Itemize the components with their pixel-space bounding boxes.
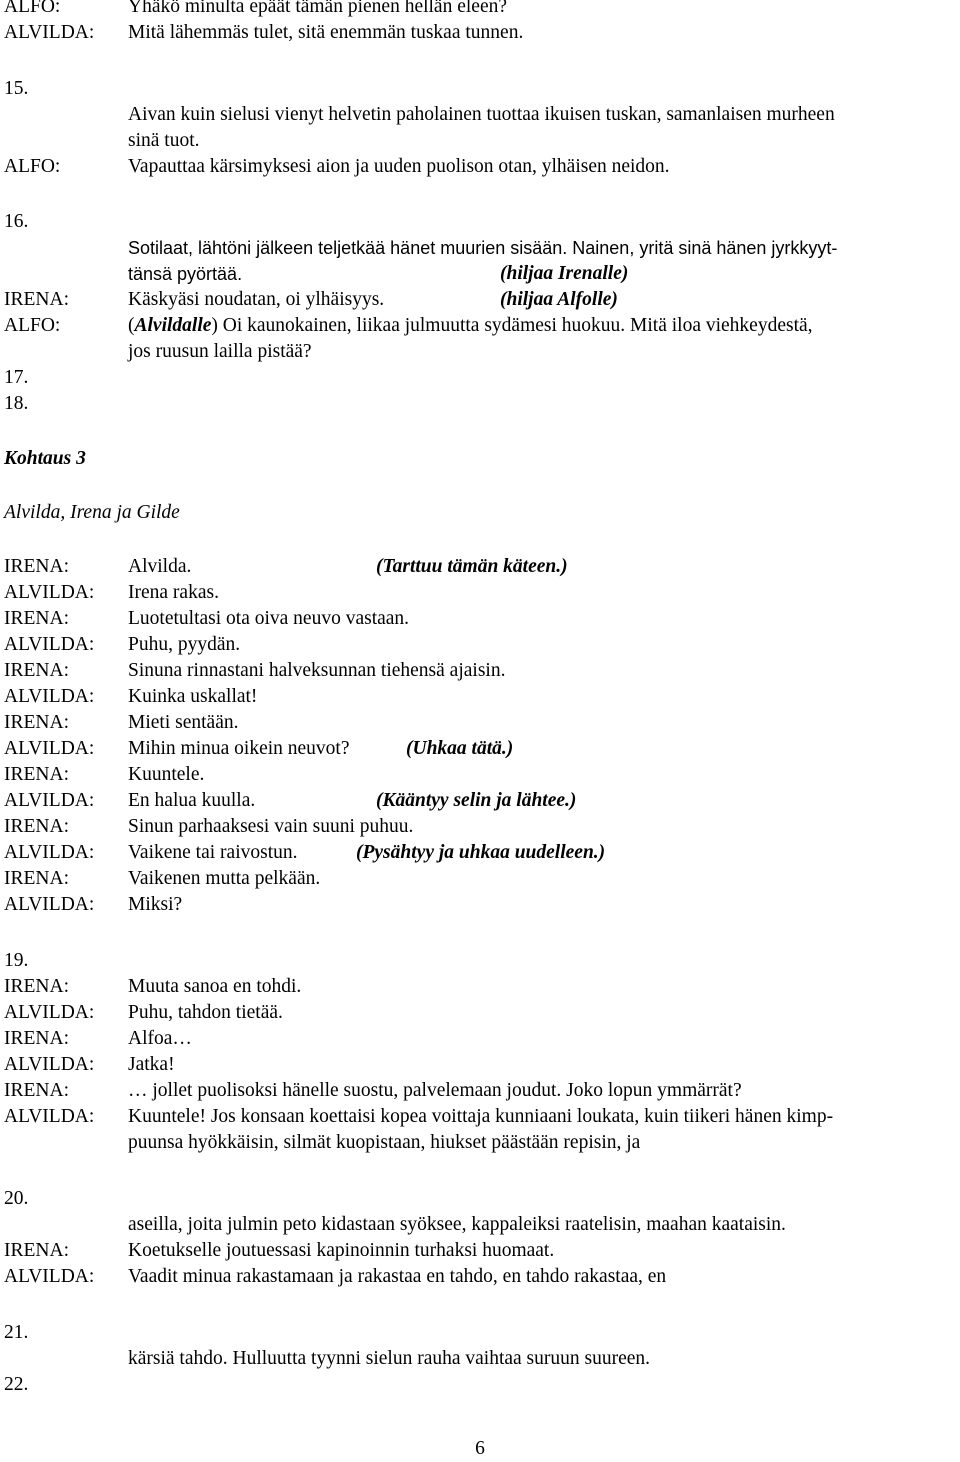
line-number: 20. xyxy=(4,1188,29,1209)
speaker-name: ALFO: xyxy=(4,156,61,177)
stage-direction: (Pysähtyy ja uhkaa uudelleen.) xyxy=(356,842,606,863)
speaker-name: ALVILDA: xyxy=(4,1002,95,1023)
line-number: 17. xyxy=(4,367,29,388)
speaker-name: IRENA: xyxy=(4,868,69,889)
speaker-name: IRENA: xyxy=(4,660,69,681)
dialogue-text: Vaikene tai raivostun. xyxy=(128,842,298,863)
line-number: 15. xyxy=(4,78,29,99)
dialogue-text: Käskyäsi noudatan, oi ylhäisyys. xyxy=(128,289,385,310)
page-number: 6 xyxy=(475,1438,485,1459)
scene-characters: Alvilda, Irena ja Gilde xyxy=(4,502,180,523)
speaker-name: ALFO: xyxy=(4,315,61,336)
dialogue-text: Vapauttaa kärsimyksesi aion ja uuden puolison otan, ylhäisen neidon. xyxy=(128,156,670,177)
dialogue-text: Mieti sentään. xyxy=(128,712,239,733)
dialogue-text: Mitä lähemmäs tulet, sitä enemmän tuskaa tunnen. xyxy=(128,22,524,43)
dialogue-text: Muuta sanoa en tohdi. xyxy=(128,976,302,997)
line-number: 21. xyxy=(4,1322,29,1343)
stage-direction: (Tarttuu tämän käteen.) xyxy=(376,556,568,577)
dialogue-text: Puhu, pyydän. xyxy=(128,634,241,655)
dialogue-text: Miksi? xyxy=(128,894,183,915)
speaker-name: IRENA: xyxy=(4,764,69,785)
script-line xyxy=(4,500,180,526)
dialogue-text: Kuuntele! Jos konsaan koettaisi kopea voittaja kunniaani loukata, kuin tiikeri hänen kimp- xyxy=(128,1106,834,1127)
line-number: 22. xyxy=(4,1374,29,1395)
dialogue-text: Yhäkö minulta epäät tämän pienen hellän eleen? xyxy=(128,0,508,17)
line-number: 16. xyxy=(4,211,29,232)
speaker-name: ALVILDA: xyxy=(4,634,95,655)
speaker-name: ALVILDA: xyxy=(4,1106,95,1127)
stage-direction: (Uhkaa tätä.) xyxy=(406,738,514,759)
dialogue-text: Vaikenen mutta pelkään. xyxy=(128,868,321,889)
speaker-name: ALVILDA: xyxy=(4,790,95,811)
speaker-name: IRENA: xyxy=(4,289,69,310)
speaker-name: ALVILDA: xyxy=(4,686,95,707)
dialogue-text: sinä tuot. xyxy=(128,130,200,151)
dialogue-text: … jollet puolisoksi hänelle suostu, palvelemaan joudut. Joko lopun ymmärrät? xyxy=(128,1080,742,1101)
dialogue-text: kärsiä tahdo. Hulluutta tyynni sielun rauha vaihtaa suruun suureen. xyxy=(128,1348,651,1369)
dialogue-text: Sotilaat, lähtöni jälkeen teljetkää hänet muurien sisään. Nainen, yritä sinä hänen jyrkkyyt- xyxy=(128,238,838,258)
dialogue-text: Kuinka uskallat! xyxy=(128,686,258,707)
speaker-name: ALVILDA: xyxy=(4,1266,95,1287)
speaker-name: IRENA: xyxy=(4,712,69,733)
dialogue-text: Koetukselle joutuessasi kapinoinnin turhaksi huomaat. xyxy=(128,1240,555,1261)
speaker-name: ALVILDA: xyxy=(4,22,95,43)
scene-heading: Kohtaus 3 xyxy=(4,448,86,469)
stage-direction: (hiljaa Irenalle) xyxy=(500,263,629,284)
speaker-name: ALVILDA: xyxy=(4,894,95,915)
dialogue-text: Aivan kuin sielusi vienyt helvetin paholainen tuottaa ikuisen tuskan, samanlaisen murheen xyxy=(128,104,835,125)
speaker-name: IRENA: xyxy=(4,1080,69,1101)
dialogue-text: Jatka! xyxy=(128,1054,175,1075)
dialogue-text: (Alvildalle) Oi kaunokainen, liikaa julmuutta sydämesi huokuu. Mitä iloa viehkeydestä, xyxy=(128,315,813,336)
dialogue-text: Mihin minua oikein neuvot? xyxy=(128,738,350,759)
script-line xyxy=(4,446,86,472)
speaker-name: IRENA: xyxy=(4,1028,69,1049)
speaker-name: ALVILDA: xyxy=(4,738,95,759)
stage-direction: (Kääntyy selin ja lähtee.) xyxy=(376,790,577,811)
speaker-name: IRENA: xyxy=(4,976,69,997)
dialogue-text: Kuuntele. xyxy=(128,764,205,785)
dialogue-text: Sinuna rinnastani halveksunnan tiehensä ajaisin. xyxy=(128,660,506,681)
line-number: 18. xyxy=(4,393,29,414)
speaker-name: ALVILDA: xyxy=(4,582,95,603)
dialogue-text: puunsa hyökkäisin, silmät kuopistaan, hiukset päästään repisin, ja xyxy=(128,1132,641,1153)
dialogue-text: En halua kuulla. xyxy=(128,790,256,811)
dialogue-text: Puhu, tahdon tietää. xyxy=(128,1002,283,1023)
speaker-name: IRENA: xyxy=(4,1240,69,1261)
dialogue-text: jos ruusun lailla pistää? xyxy=(128,341,312,362)
dialogue-text: Irena rakas. xyxy=(128,582,219,603)
speaker-name: IRENA: xyxy=(4,816,69,837)
dialogue-text: Alfoa… xyxy=(128,1028,192,1049)
dialogue-text: Alvilda. xyxy=(128,556,192,577)
speaker-name: IRENA: xyxy=(4,556,69,577)
dialogue-text: Sinun parhaaksesi vain suuni puhuu. xyxy=(128,816,414,837)
dialogue-text: tänsä pyörtää. xyxy=(128,264,243,284)
line-number: 19. xyxy=(4,950,29,971)
dialogue-text: Luotetultasi ota oiva neuvo vastaan. xyxy=(128,608,410,629)
speaker-name: ALVILDA: xyxy=(4,842,95,863)
speaker-name: IRENA: xyxy=(4,608,69,629)
dialogue-text: Vaadit minua rakastamaan ja rakastaa en tahdo, en tahdo rakastaa, en xyxy=(128,1266,667,1287)
stage-direction: (hiljaa Alfolle) xyxy=(500,289,618,310)
dialogue-text: aseilla, joita julmin peto kidastaan syöksee, kappaleiksi raatelisin, maahan kaataisin. xyxy=(128,1214,786,1235)
speaker-name: ALFO: xyxy=(4,0,61,17)
speaker-name: ALVILDA: xyxy=(4,1054,95,1075)
